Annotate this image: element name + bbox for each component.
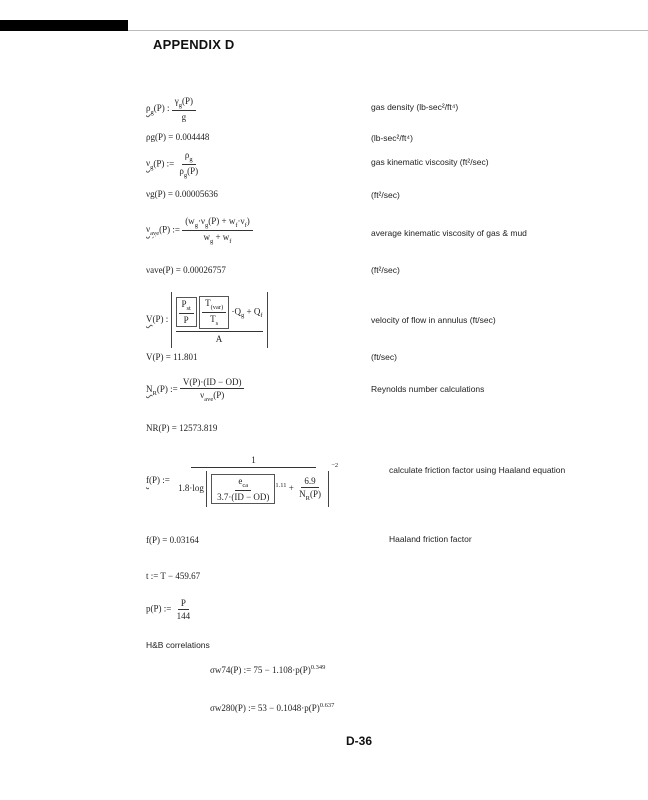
sigma280-expr: σw280(P) := 53 − 0.1048·p(P) [210, 703, 320, 713]
eq-rho-def: $\rho_g(P)$ : $\frac{\gamma_g(P)}{g}$ [146, 96, 196, 122]
hb-correlations-label: H&B correlations [146, 640, 210, 650]
note-units-visc: (ft²/sec) [371, 190, 400, 200]
note-units-vel: (ft/sec) [371, 352, 397, 362]
eq-p-def: p(P) := $\frac{P}{144}$ [146, 598, 193, 621]
note-gas-kinematic: gas kinematic viscosity (ft²/sec) [371, 157, 489, 167]
eq-v-def: V(P) : $\frac{P_{st}}{P}$ $\frac{T_{(var)}}{T_s}$ $\cdot Q_g + Q_f$ A [146, 292, 268, 348]
eq-t-def: t := T − 459.67 [146, 571, 201, 581]
page-heading: APPENDIX D [153, 37, 235, 52]
page-number: D-36 [346, 734, 373, 748]
sigma74-expr: σw74(P) := 75 − 1.108·p(P) [210, 665, 311, 675]
sigma74-exp: 0.349 [310, 664, 326, 671]
note-reynolds: Reynolds number calculations [371, 384, 485, 394]
result-rho: ρg(P) = 0.004448 [146, 132, 210, 142]
eq-reynolds-def: $N_R(P)$ := $\frac{V(P)\cdot(ID - OD)}{\nu_{ave}(P)}$ [146, 377, 244, 403]
note-velocity: velocity of flow in annulus (ft/sec) [371, 315, 496, 325]
p-denominator: 144 [176, 611, 191, 621]
eq-nuave-def: $\nu_{ave}(P)$ := $\frac{(w_g\cdot\nu_g(P) + w_f\cdot\nu_f)}{w_g + w_f}$ [146, 216, 253, 245]
header-rule [128, 30, 648, 31]
eq-sigma280 [210, 702, 334, 713]
header-bar [0, 20, 128, 31]
result-reynolds: NR(P) = 12573.819 [146, 423, 218, 433]
eq-nu-def: $\nu_g(P)$ := $\frac{\rho_g}{\rho_g(P)}$ [146, 150, 199, 179]
note-haaland-calc: calculate friction factor using Haaland equation [389, 465, 566, 475]
note-avg-kinematic: average kinematic viscosity of gas & mud [371, 228, 527, 238]
result-v: V(P) = 11.801 [146, 352, 198, 362]
eq-haaland-def: f(P) := 1 1.8·log $\frac{e_{ca}}{3.7\cdot(ID - OD)}$ $^{1.11}$ + $\frac{6.9}{N_R(P)}$ $^{-2}$ [146, 455, 338, 507]
note-units-density: (lb-sec²/ft⁴) [371, 133, 413, 143]
sigma280-exp: 0.637 [319, 702, 335, 709]
result-nu: νg(P) = 0.00005636 [146, 189, 218, 199]
note-units-visc-2: (ft²/sec) [371, 265, 400, 275]
eq-sigma74 [210, 664, 325, 675]
note-gas-density: gas density (lb-sec²/ft⁴) [371, 102, 459, 112]
result-nuave: νave(P) = 0.00026757 [146, 265, 226, 275]
note-haaland-factor: Haaland friction factor [389, 534, 472, 544]
result-friction: f(P) = 0.03164 [146, 535, 199, 545]
p-numerator: P [178, 598, 189, 610]
